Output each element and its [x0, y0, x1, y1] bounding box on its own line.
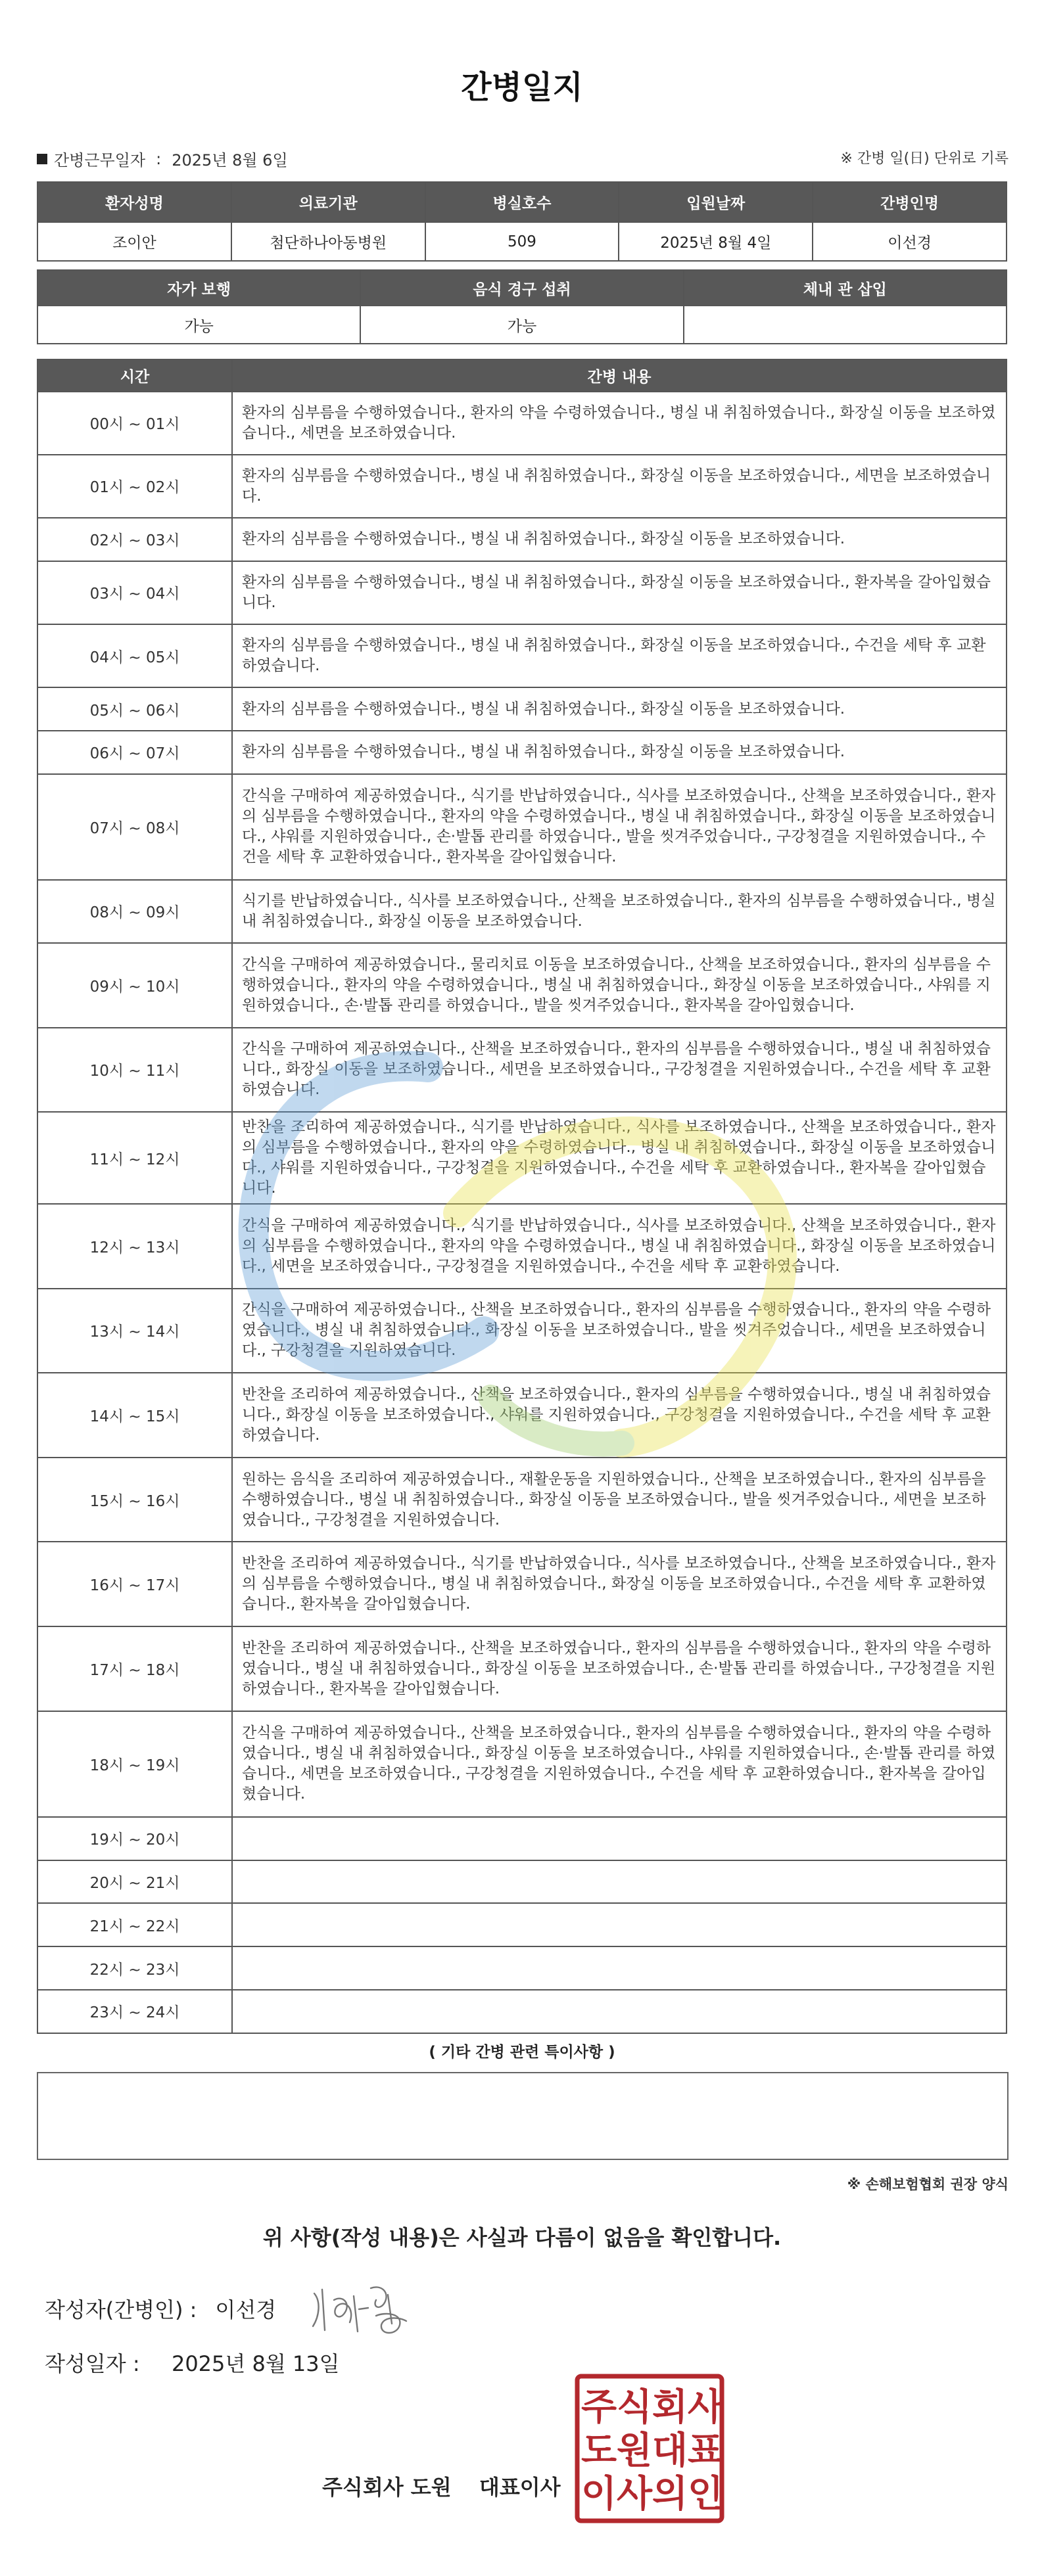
- time-slot: 12시 ~ 13시: [37, 1204, 232, 1289]
- hospital-header: 의료기관: [231, 182, 425, 222]
- care-log-row: [37, 774, 1007, 880]
- care-log-table: [37, 359, 1007, 2034]
- seal-character: 표: [687, 2429, 724, 2472]
- patient-info-value-row: [37, 222, 1007, 261]
- care-date-line: [37, 147, 288, 170]
- care-log-row: [37, 1860, 1007, 1904]
- care-log-row: [37, 1946, 1007, 1990]
- time-slot: 04시 ~ 05시: [37, 624, 232, 687]
- seal-character: 대: [652, 2429, 688, 2472]
- patient-name-value: 조이안: [37, 222, 231, 261]
- time-slot: 03시 ~ 04시: [37, 561, 232, 624]
- patient-info-header-row: [37, 182, 1007, 222]
- care-log-row: [37, 1289, 1007, 1373]
- time-slot: 13시 ~ 14시: [37, 1289, 232, 1373]
- care-log-row: [37, 1990, 1007, 2033]
- room-number-value: 509: [425, 222, 619, 261]
- time-slot: 05시 ~ 06시: [37, 687, 232, 731]
- care-log-row: [37, 1028, 1007, 1113]
- admission-date-value: 2025년 8월 4일: [619, 222, 813, 261]
- care-content: 원하는 음식을 조리하여 제공하였습니다., 재활운동을 지원하였습니다., 산책을 보조하였습니다., 환자의 심부름을 수행하였습니다., 병실 내 취침하였습니다., 화장실 이동을 보조하였습니다., 발을 씻겨주었습니다., 세면을 보조하였습니다., 구강청결을 지원하였습니다.: [232, 1458, 1007, 1542]
- company-title: 대표이사: [479, 2475, 561, 2500]
- care-log-row: [37, 1204, 1007, 1289]
- care-log-row: [37, 943, 1007, 1028]
- care-content: 반찬을 조리하여 제공하였습니다., 식기를 반납하였습니다., 식사를 보조하였습니다., 산책을 보조하였습니다., 환자의 심부름을 수행하였습니다., 환자의 약을 수령하였습니다., 병실 내 취침하였습니다., 화장실 이동을 보조하였습니다., 샤워를 지원하였습니다., 구강청결을 지원하였습니다., 수건을 세탁 후 교환하였습니다., 환자복을 갈아입혔습니다.: [232, 1112, 1007, 1204]
- care-log-row: [37, 1542, 1007, 1626]
- time-slot: 23시 ~ 24시: [37, 1990, 232, 2033]
- time-slot: 08시 ~ 09시: [37, 880, 232, 943]
- tube-insertion-value: [684, 306, 1007, 344]
- unit-note: ※ 간병 일(日) 단위로 기록: [840, 150, 1008, 167]
- tube-insertion-header: 체내 관 삽입: [684, 270, 1007, 306]
- care-log-row: [37, 687, 1007, 731]
- company-line: [322, 2471, 561, 2501]
- admission-date-header: 입원날짜: [619, 182, 813, 222]
- care-log-row: [37, 1112, 1007, 1204]
- oral-intake-value: 가능: [360, 306, 683, 344]
- time-slot: 10시 ~ 11시: [37, 1028, 232, 1113]
- time-slot: 09시 ~ 10시: [37, 943, 232, 1028]
- company-seal: [575, 2374, 724, 2523]
- care-content: [232, 1817, 1007, 1860]
- time-slot: 06시 ~ 07시: [37, 731, 232, 774]
- care-log-row: [37, 518, 1007, 561]
- care-content: 간식을 구매하여 제공하였습니다., 식기를 반납하였습니다., 식사를 보조하였습니다., 산책을 보조하였습니다., 환자의 심부름을 수행하였습니다., 환자의 약을 수령하였습니다., 병실 내 취침하였습니다., 화장실 이동을 보조하였습니다., 세면을 보조하였습니다., 구강청결을 지원하였습니다., 수건을 세탁 후 교환하였습니다.: [232, 1204, 1007, 1289]
- time-slot: 15시 ~ 16시: [37, 1458, 232, 1542]
- seal-character: 도: [581, 2429, 617, 2472]
- time-slot: 18시 ~ 19시: [37, 1711, 232, 1817]
- form-source-note: ※ 손해보험협회 권장 양식: [847, 2176, 1008, 2192]
- write-date-label: 작성일자 :: [45, 2351, 140, 2376]
- care-content: 환자의 심부름을 수행하였습니다., 병실 내 취침하였습니다., 화장실 이동을 보조하였습니다., 수건을 세탁 후 교환하였습니다.: [232, 624, 1007, 687]
- care-log-row: [37, 1458, 1007, 1542]
- time-slot: 00시 ~ 01시: [37, 392, 232, 455]
- time-header: 시간: [37, 359, 232, 392]
- care-content: 반찬을 조리하여 제공하였습니다., 산책을 보조하였습니다., 환자의 심부름을 수행하였습니다., 병실 내 취침하였습니다., 화장실 이동을 보조하였습니다., 샤워를 지원하였습니다., 구강청결을 지원하였습니다., 수건을 세탁 후 교환하였습니다.: [232, 1373, 1007, 1458]
- hospital-value: 첨단하나아동병원: [231, 222, 425, 261]
- time-slot: 21시 ~ 22시: [37, 1903, 232, 1946]
- care-log-row: [37, 731, 1007, 774]
- time-slot: 11시 ~ 12시: [37, 1112, 232, 1204]
- care-content: [232, 1860, 1007, 1904]
- write-date-value: 2025년 8월 13일: [171, 2351, 340, 2376]
- time-slot: 02시 ~ 03시: [37, 518, 232, 561]
- time-slot: 19시 ~ 20시: [37, 1817, 232, 1860]
- care-content: 환자의 심부름을 수행하였습니다., 병실 내 취침하였습니다., 화장실 이동을 보조하였습니다.: [232, 687, 1007, 731]
- document-title: 간병일지: [461, 69, 583, 106]
- care-status-value-row: [37, 306, 1007, 344]
- seal-character: 회: [652, 2386, 688, 2429]
- seal-character: 인: [687, 2473, 724, 2516]
- care-log-section: [37, 359, 1007, 2034]
- care-content: [232, 1903, 1007, 1946]
- time-slot: 14시 ~ 15시: [37, 1373, 232, 1458]
- time-slot: 17시 ~ 18시: [37, 1626, 232, 1711]
- care-status-header-row: [37, 270, 1007, 306]
- seal-character: 사: [687, 2386, 724, 2429]
- care-content: 환자의 심부름을 수행하였습니다., 병실 내 취침하였습니다., 화장실 이동을 보조하였습니다.: [232, 731, 1007, 774]
- care-log-row: [37, 1626, 1007, 1711]
- seal-character: 의: [652, 2473, 688, 2516]
- time-slot: 20시 ~ 21시: [37, 1860, 232, 1904]
- write-date-line: [45, 2347, 340, 2378]
- care-log-row: [37, 1903, 1007, 1946]
- care-content: 환자의 심부름을 수행하였습니다., 병실 내 취침하였습니다., 화장실 이동을 보조하였습니다., 환자복을 갈아입혔습니다.: [232, 561, 1007, 624]
- care-log-row: [37, 624, 1007, 687]
- care-content: 간식을 구매하여 제공하였습니다., 산책을 보조하였습니다., 환자의 심부름을 수행하였습니다., 환자의 약을 수령하였습니다., 병실 내 취침하였습니다., 화장실 이동을 보조하였습니다., 샤워를 지원하였습니다., 손·발톱 관리를 하였습니다., 세면을 보조하였습니다., 구강청결을 지원하였습니다., 수건을 세탁 후 교환하였습니다., 환자복을 갈아입혔습니다.: [232, 1711, 1007, 1817]
- seal-character: 원: [616, 2429, 653, 2472]
- care-content: [232, 1946, 1007, 1990]
- seal-character: 이: [581, 2473, 617, 2516]
- care-content: 환자의 심부름을 수행하였습니다., 병실 내 취침하였습니다., 화장실 이동을 보조하였습니다.: [232, 518, 1007, 561]
- care-date-value: 2025년 8월 6일: [172, 151, 288, 170]
- care-log-header-row: [37, 359, 1007, 392]
- care-log-row: [37, 1711, 1007, 1817]
- care-status-table: [37, 269, 1007, 344]
- care-content: 환자의 심부름을 수행하였습니다., 병실 내 취침하였습니다., 화장실 이동을 보조하였습니다., 세면을 보조하였습니다.: [232, 455, 1007, 518]
- care-log-row: [37, 880, 1007, 943]
- oral-intake-header: 음식 경구 섭취: [360, 270, 683, 306]
- writer-line: [45, 2293, 276, 2324]
- time-slot: 01시 ~ 02시: [37, 455, 232, 518]
- confirmation-statement: 위 사항(작성 내용)은 사실과 다름이 없음을 확인합니다.: [262, 2225, 782, 2250]
- care-date-label: 간병근무일자: [54, 151, 146, 170]
- care-log-row: [37, 561, 1007, 624]
- remarks-box: [37, 2072, 1008, 2160]
- care-content: [232, 1990, 1007, 2033]
- care-log-row: [37, 455, 1007, 518]
- patient-info-table: [37, 181, 1007, 262]
- self-walking-value: 가능: [37, 306, 360, 344]
- seal-character: 주: [581, 2386, 617, 2429]
- care-content: 간식을 구매하여 제공하였습니다., 식기를 반납하였습니다., 식사를 보조하였습니다., 산책을 보조하였습니다., 환자의 심부름을 수행하였습니다., 환자의 약을 수령하였습니다., 병실 내 취침하였습니다., 화장실 이동을 보조하였습니다., 샤워를 지원하였습니다., 손·발톱 관리를 하였습니다., 발을 씻겨주었습니다., 구강청결을 지원하였습니다., 수건을 세탁 후 교환하였습니다., 환자복을 갈아입혔습니다.: [232, 774, 1007, 880]
- care-content: 간식을 구매하여 제공하였습니다., 산책을 보조하였습니다., 환자의 심부름을 수행하였습니다., 병실 내 취침하였습니다., 화장실 이동을 보조하였습니다., 세면을 보조하였습니다., 구강청결을 지원하였습니다., 수건을 세탁 후 교환하였습니다.: [232, 1028, 1007, 1113]
- writer-label: 작성자(간병인) :: [45, 2297, 197, 2322]
- care-content: 환자의 심부름을 수행하였습니다., 환자의 약을 수령하였습니다., 병실 내 취침하였습니다., 화장실 이동을 보조하였습니다., 세면을 보조하였습니다.: [232, 392, 1007, 455]
- writer-name: 이선경: [215, 2297, 277, 2322]
- care-date-separator: :: [156, 149, 162, 168]
- care-content: 식기를 반납하였습니다., 식사를 보조하였습니다., 산책을 보조하였습니다., 환자의 심부름을 수행하였습니다., 병실 내 취침하였습니다., 화장실 이동을 보조하였습니다.: [232, 880, 1007, 943]
- caregiver-name-header: 간병인명: [813, 182, 1007, 222]
- care-log-row: [37, 1817, 1007, 1860]
- caregiver-name-value: 이선경: [813, 222, 1007, 261]
- care-content-header: 간병 내용: [232, 359, 1007, 392]
- self-walking-header: 자가 보행: [37, 270, 360, 306]
- care-log-row: [37, 392, 1007, 455]
- writer-signature: [308, 2275, 419, 2341]
- square-bullet-icon: [37, 154, 47, 164]
- care-content: 반찬을 조리하여 제공하였습니다., 산책을 보조하였습니다., 환자의 심부름을 수행하였습니다., 환자의 약을 수령하였습니다., 병실 내 취침하였습니다., 화장실 이동을 보조하였습니다., 손·발톱 관리를 하였습니다., 구강청결을 지원하였습니다., 환자복을 갈아입혔습니다.: [232, 1626, 1007, 1711]
- seal-character: 사: [616, 2473, 653, 2516]
- time-slot: 16시 ~ 17시: [37, 1542, 232, 1626]
- time-slot: 07시 ~ 08시: [37, 774, 232, 880]
- remarks-title: ( 기타 간병 관련 특이사항 ): [429, 2044, 615, 2061]
- time-slot: 22시 ~ 23시: [37, 1946, 232, 1990]
- care-content: 간식을 구매하여 제공하였습니다., 물리치료 이동을 보조하였습니다., 산책을 보조하였습니다., 환자의 심부름을 수행하였습니다., 환자의 약을 수령하였습니다., 병실 내 취침하였습니다., 화장실 이동을 보조하였습니다., 샤워를 지원하였습니다., 손·발톱 관리를 하였습니다., 발을 씻겨주었습니다., 환자복을 갈아입혔습니다.: [232, 943, 1007, 1028]
- company-name: 주식회사 도원: [322, 2475, 452, 2500]
- care-content: 간식을 구매하여 제공하였습니다., 산책을 보조하였습니다., 환자의 심부름을 수행하였습니다., 환자의 약을 수령하였습니다., 병실 내 취침하였습니다., 화장실 이동을 보조하였습니다., 발을 씻겨주었습니다., 세면을 보조하였습니다., 구강청결을 지원하였습니다.: [232, 1289, 1007, 1373]
- patient-name-header: 환자성명: [37, 182, 231, 222]
- room-number-header: 병실호수: [425, 182, 619, 222]
- care-content: 반찬을 조리하여 제공하였습니다., 식기를 반납하였습니다., 식사를 보조하였습니다., 산책을 보조하였습니다., 환자의 심부름을 수행하였습니다., 병실 내 취침하였습니다., 화장실 이동을 보조하였습니다., 수건을 세탁 후 교환하였습니다., 환자복을 갈아입혔습니다.: [232, 1542, 1007, 1626]
- seal-character: 식: [616, 2386, 653, 2429]
- care-log-row: [37, 1373, 1007, 1458]
